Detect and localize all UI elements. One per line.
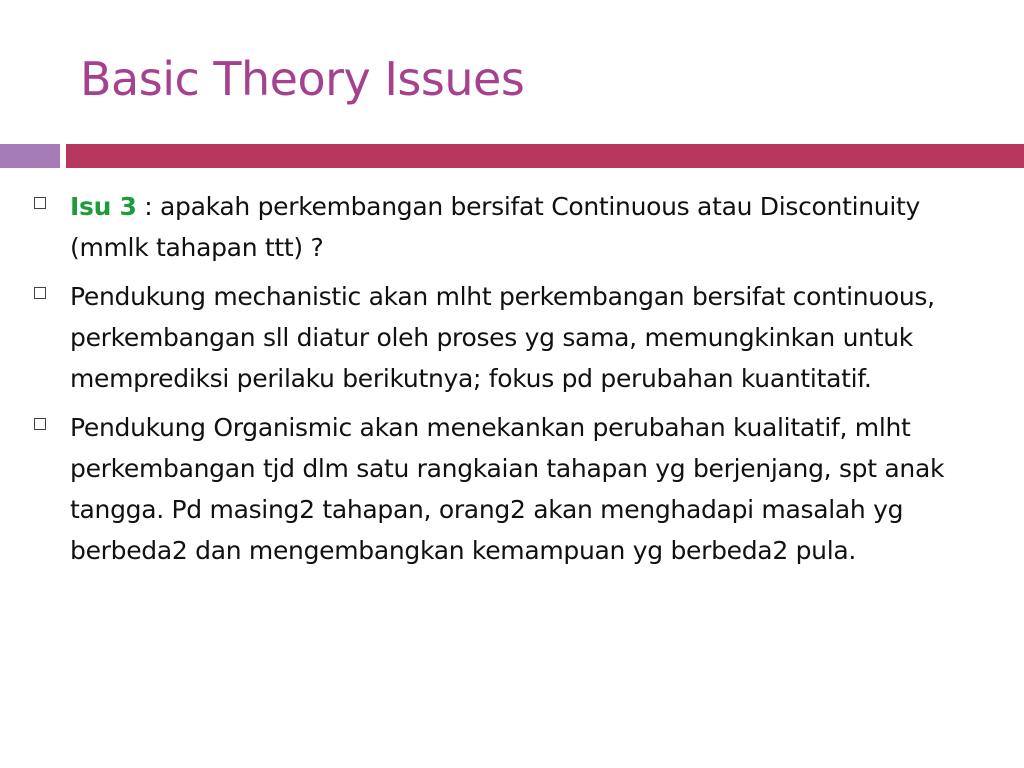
hollow-square-bullet-icon	[34, 418, 46, 430]
bullet-item-mechanistic	[34, 276, 994, 399]
bullet-item-isu-3	[34, 186, 994, 268]
hollow-square-bullet-icon	[34, 197, 46, 209]
bullet-text	[70, 186, 994, 268]
hollow-square-bullet-icon	[34, 287, 46, 299]
bullet-item-organismic	[34, 407, 994, 571]
bullet-highlight: Isu 3	[70, 192, 137, 221]
bullet-body: Pendukung mechanistic akan mlht perkembangan bersifat continuous, perkembangan sll diatur oleh proses yg sama, memungkinkan untuk memprediksi perilaku berikutnya; fokus pd perubahan kuantitatif.	[70, 282, 935, 393]
bullet-body: : apakah perkembangan bersifat Continuous atau Discontinuity (mmlk tahapan ttt) ?	[70, 192, 920, 262]
accent-bar-right	[66, 144, 1024, 168]
bullet-body: Pendukung Organismic akan menekankan perubahan kualitatif, mlht perkembangan tjd dlm satu rangkaian tahapan yg berjenjang, spt anak tangga. Pd masing2 tahapan, orang2 akan menghadapi masalah yg berbeda2 dan mengembangkan kemampuan yg berbeda2 pula.	[70, 413, 945, 565]
bullet-list	[34, 186, 994, 579]
slide-title: Basic Theory Issues	[80, 52, 525, 106]
bullet-text	[70, 276, 994, 399]
bullet-text	[70, 407, 994, 571]
accent-bar-left	[0, 144, 60, 168]
